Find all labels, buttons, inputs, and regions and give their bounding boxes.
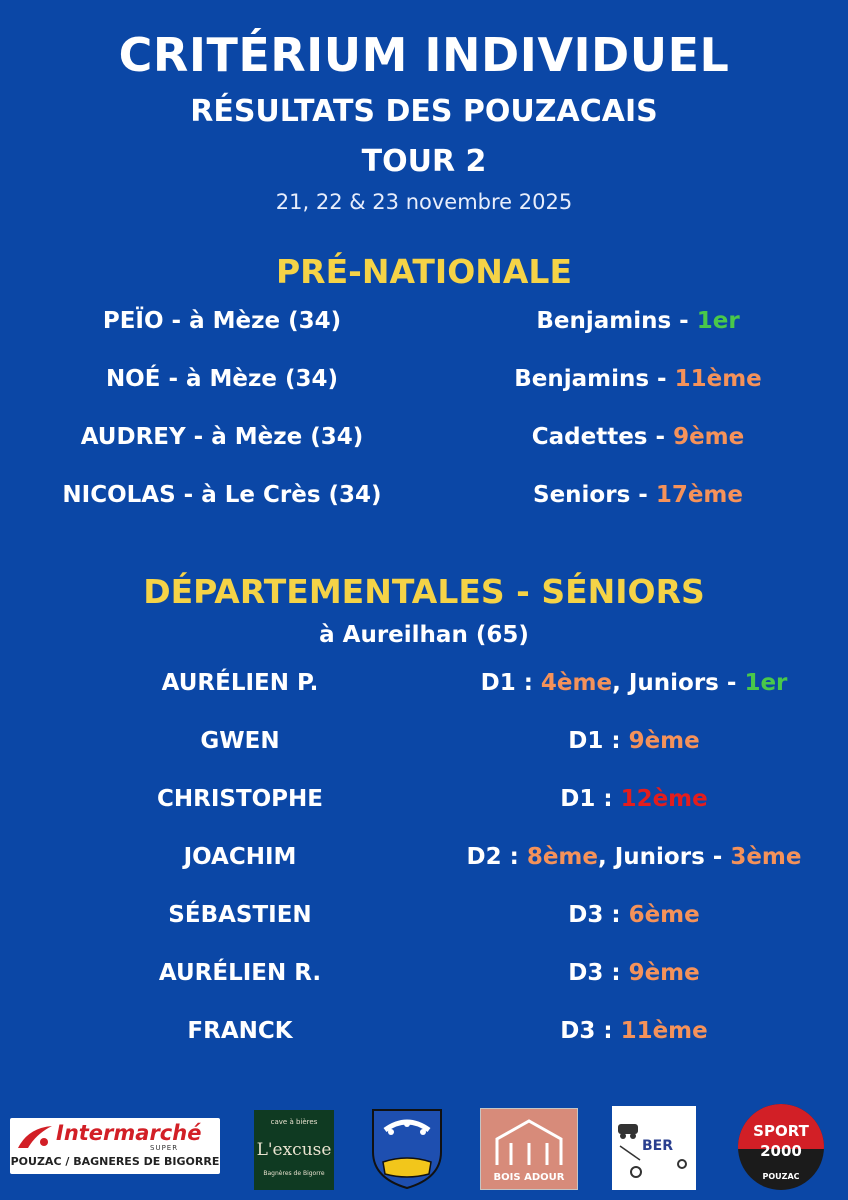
player-result (424, 960, 844, 986)
player-result (428, 366, 848, 392)
division-label: D3 : (568, 902, 629, 928)
division-label: D1 : (568, 728, 629, 754)
intermarche-swoosh-icon (14, 1120, 58, 1156)
section-location: à Aureilhan (65) (319, 622, 529, 648)
rank-value: 9ème (628, 960, 700, 986)
player-name: SÉBASTIEN (168, 902, 312, 928)
player-name: AURÉLIEN P. (161, 670, 319, 696)
rank-value: 9ème (673, 424, 745, 450)
player-result (424, 670, 844, 696)
excuse-top: cave à bières (270, 1118, 318, 1126)
player-name: JOACHIM (183, 844, 297, 870)
intermarche-tag: SUPER (150, 1144, 179, 1152)
page-subtitle: RÉSULTATS DES POUZACAIS (190, 94, 658, 129)
coat-of-arms-icon (371, 1108, 443, 1190)
excuse-logo (254, 1110, 334, 1190)
category-label: Seniors - (533, 482, 656, 508)
rank-value: 8ème (526, 844, 598, 870)
intermarche-brand: Intermarché (56, 1121, 202, 1145)
division-label: D3 : (560, 1018, 621, 1044)
player-result (424, 844, 844, 870)
rank-value: 17ème (655, 482, 743, 508)
player-name: AURÉLIEN R. (158, 960, 322, 986)
result-row (0, 670, 848, 710)
sport2000-line1: SPORT (753, 1122, 809, 1140)
player-result (424, 1018, 844, 1044)
result-row (0, 786, 848, 826)
category-label: Cadettes - (531, 424, 674, 450)
house-frame-icon (481, 1113, 577, 1173)
result-row (0, 728, 848, 768)
section-title-pre-nationale: PRÉ-NATIONALE (275, 252, 572, 291)
rank-value: 11ème (674, 366, 762, 392)
sport2000-location: POUZAC (762, 1172, 800, 1181)
ber-logo (612, 1106, 696, 1190)
division-label: D2 : (466, 844, 527, 870)
section-title-departementales: DÉPARTEMENTALES - SÉNIORS (143, 572, 705, 611)
result-row (0, 902, 848, 942)
rank-value: 12ème (620, 786, 708, 812)
player-result (428, 424, 848, 450)
result-row (0, 308, 848, 348)
extra-rank-value: 3ème (730, 844, 802, 870)
rank-value: 1er (696, 308, 740, 334)
result-row (0, 960, 848, 1000)
player-name: AUDREY - à Mèze (34) (80, 424, 364, 450)
player-name: CHRISTOPHE (156, 786, 324, 812)
result-row (0, 424, 848, 464)
player-name: NICOLAS - à Le Crès (34) (62, 482, 382, 508)
bois-adour-name: BOIS ADOUR (493, 1172, 565, 1183)
extra-label: , Juniors - (612, 670, 745, 696)
sponsor-bar (0, 1100, 848, 1190)
rank-value: 6ème (628, 902, 700, 928)
intermarche-location: POUZAC / BAGNERES DE BIGORRE (10, 1155, 220, 1168)
event-dates: 21, 22 & 23 novembre 2025 (275, 190, 573, 214)
intermarche-logo (10, 1118, 220, 1174)
tour-label: TOUR 2 (361, 144, 487, 179)
player-result (424, 902, 844, 928)
player-name: PEÏO - à Mèze (34) (102, 308, 342, 334)
player-name: NOÉ - à Mèze (34) (105, 366, 339, 392)
player-name: GWEN (200, 728, 280, 754)
rank-value: 4ème (540, 670, 613, 696)
rank-value: 9ème (628, 728, 700, 754)
extra-label: , Juniors - (597, 844, 731, 870)
rank-value: 11ème (620, 1018, 708, 1044)
result-row (0, 366, 848, 406)
bois-adour-logo (480, 1108, 578, 1190)
category-label: Benjamins - (536, 308, 697, 334)
sport2000-logo (738, 1104, 824, 1190)
player-name: FRANCK (187, 1018, 293, 1044)
player-result (424, 786, 844, 812)
division-label: D1 : (560, 786, 621, 812)
excuse-name: L'excuse (256, 1140, 332, 1160)
player-result (428, 482, 848, 508)
result-row (0, 1018, 848, 1058)
sport2000-line2: 2000 (760, 1142, 802, 1160)
player-result (428, 308, 848, 334)
result-row (0, 482, 848, 522)
result-row (0, 844, 848, 884)
page-title: CRITÉRIUM INDIVIDUEL (118, 28, 730, 82)
excuse-bottom: Bagnères de Bigorre (263, 1170, 325, 1177)
category-label: Benjamins - (514, 366, 675, 392)
player-result (424, 728, 844, 754)
extra-rank-value: 1er (744, 670, 788, 696)
division-label: D1 : (480, 670, 541, 696)
division-label: D3 : (568, 960, 629, 986)
ber-name: BER (642, 1138, 674, 1154)
